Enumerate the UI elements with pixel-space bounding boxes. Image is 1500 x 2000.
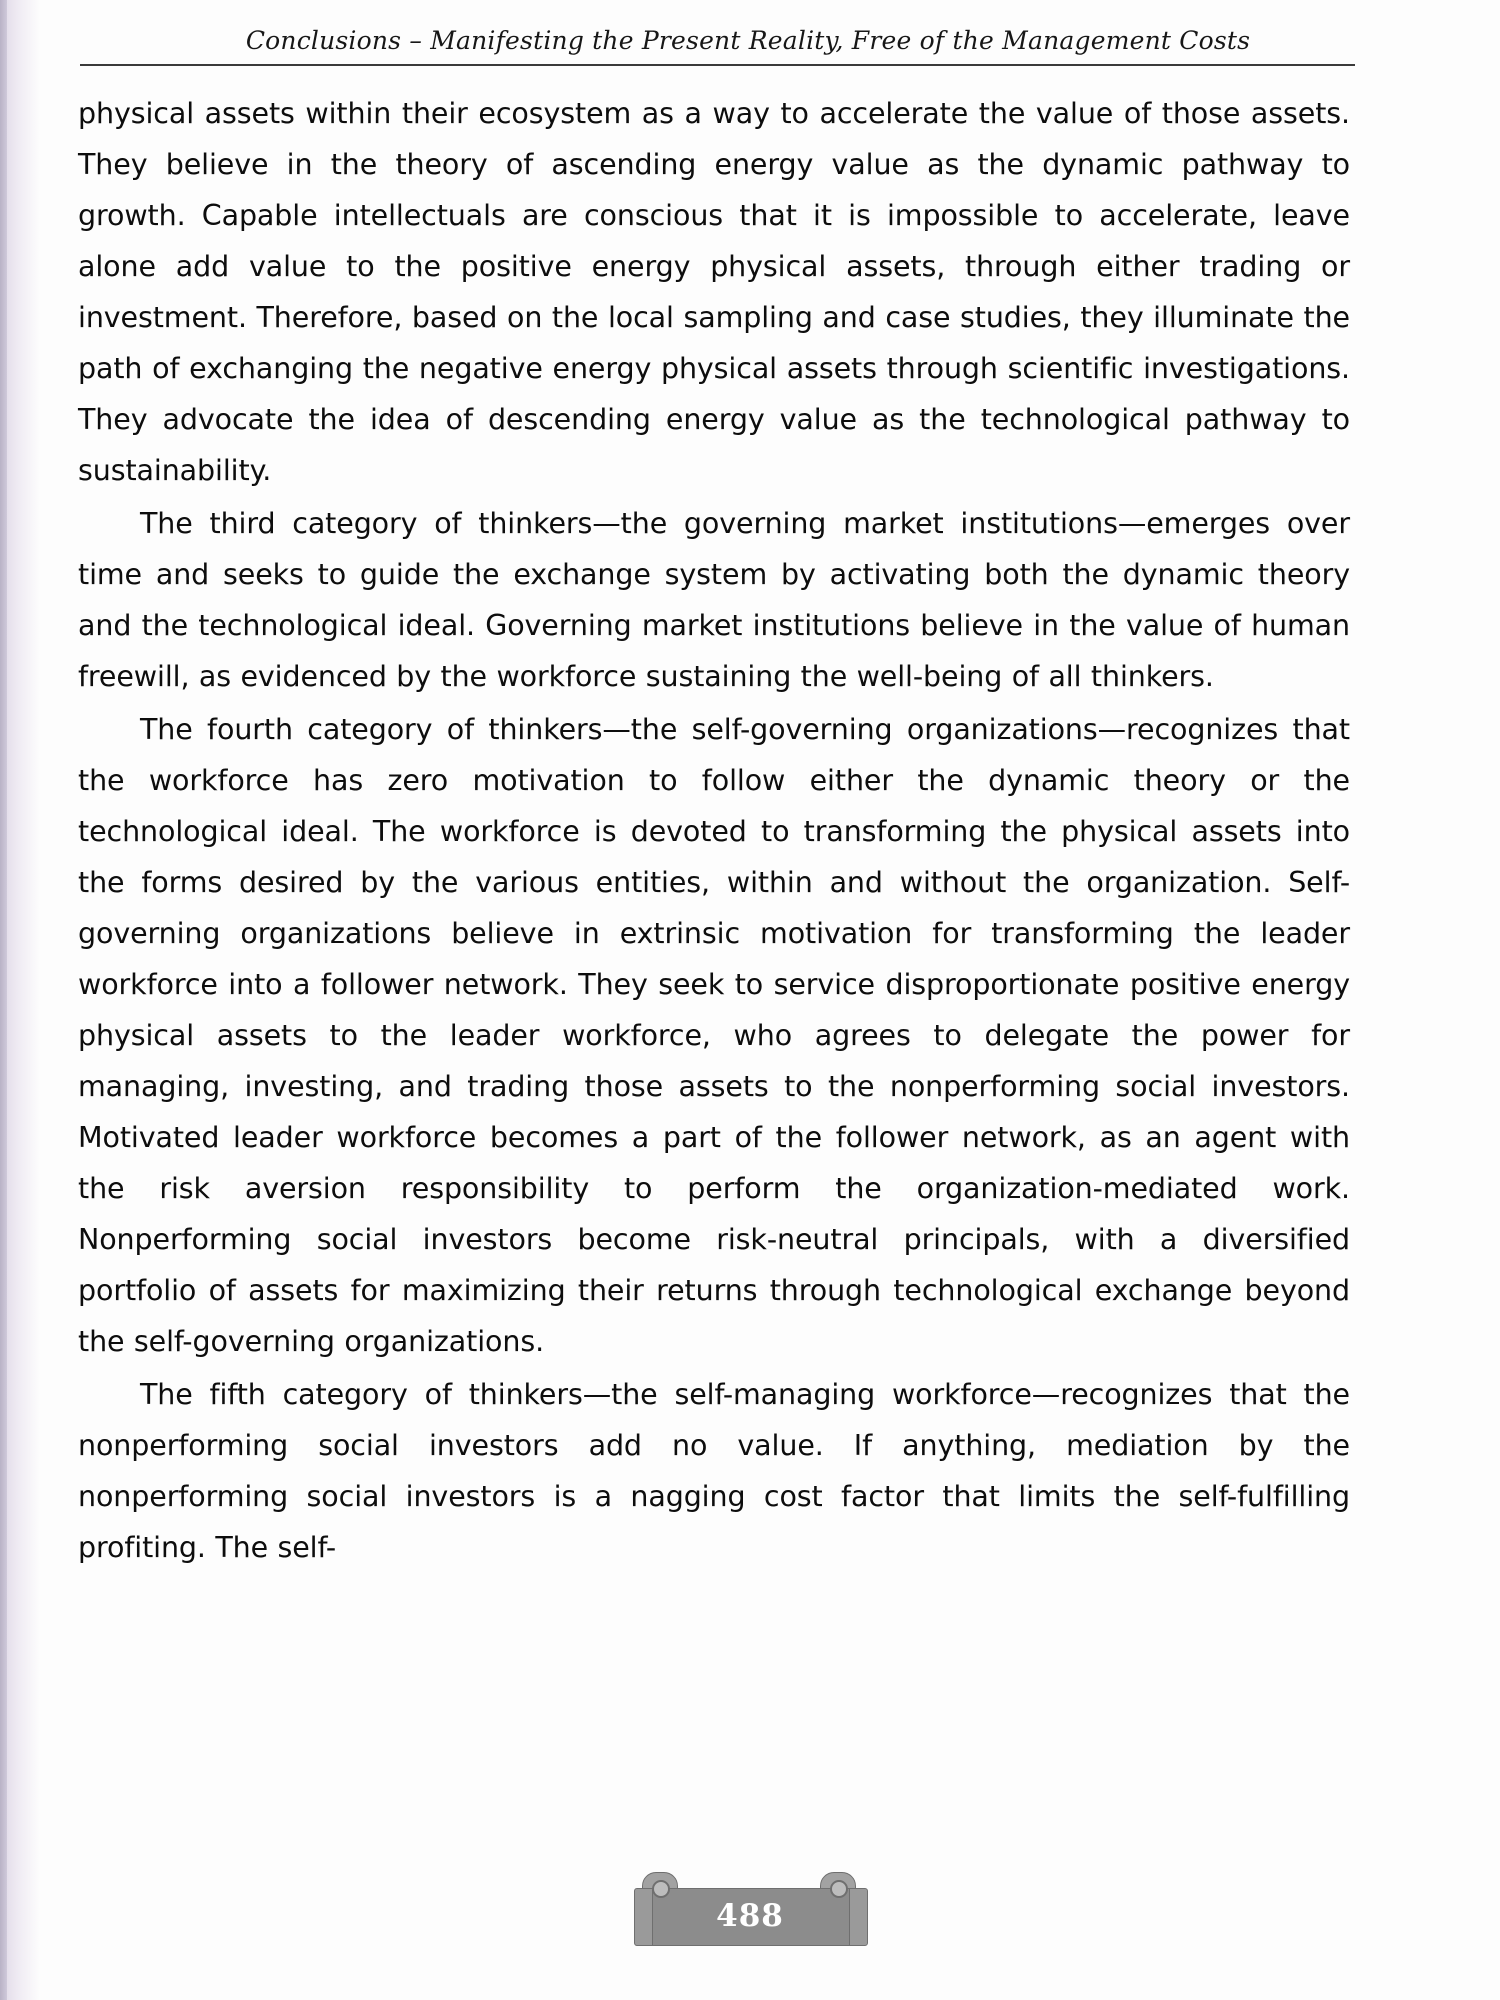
header-divider [80, 64, 1355, 66]
page-number: 488 [716, 1898, 784, 1934]
paragraph-fourth-category: The fourth category of thinkers—the self-governing organizations—recognizes that the workforce has zero motivation to follow either the dynamic theory or the technological ideal. The workforce is devoted to transforming the physical assets into the forms desired by the various entities, within and without the organization. Self-governing organizations believe in extrinsic motivation for transforming the leader workforce into a follower network. They seek to service disproportionate positive energy physical assets to the leader workforce, who agrees to delegate the power for managing, investing, and trading those assets to the nonperforming social investors. Motivated leader workforce becomes a part of the follower network, as an agent with the risk aversion responsibility to perform the organization-mediated work. Nonperforming social investors become risk-neutral principals, with a diversified portfolio of assets for maximizing their returns through technological exchange beyond the self-governing organizations. [78, 713, 1350, 1358]
page-footer [0, 1866, 1500, 1958]
scan-page-edge [0, 0, 7, 2000]
page-content [78, 0, 1418, 1573]
body-text [78, 88, 1350, 1573]
running-head: Conclusions – Manifesting the Present Reality, Free of the Management Costs [245, 26, 1251, 55]
page-number-ribbon [634, 1866, 866, 1958]
paragraph-continuation: physical assets within their ecosystem as a way to accelerate the value of those assets. They believe in the theory of ascending energy value as the dynamic pathway to growth. Capable intellectuals are conscious that it is impossible to accelerate, leave alone add value to the positive energy physical assets, through either trading or investment. Therefore, based on the local sampling and case studies, they illuminate the path of exchanging the negative energy physical assets through scientific investigations. They advocate the idea of descending energy value as the technological pathway to sustainability. [78, 97, 1350, 487]
paragraph-fifth-category: The fifth category of thinkers—the self-managing workforce—recognizes that the nonperforming social investors add no value. If anything, mediation by the nonperforming social investors is a nagging cost factor that limits the self-fulfilling profiting. The self- [78, 1378, 1350, 1564]
paragraph-third-category: The third category of thinkers—the governing market institutions—emerges over time and seeks to guide the exchange system by activating both the dynamic theory and the technological ideal. Governing market institutions believe in the value of human freewill, as evidenced by the workforce sustaining the well-being of all thinkers. [78, 507, 1350, 693]
